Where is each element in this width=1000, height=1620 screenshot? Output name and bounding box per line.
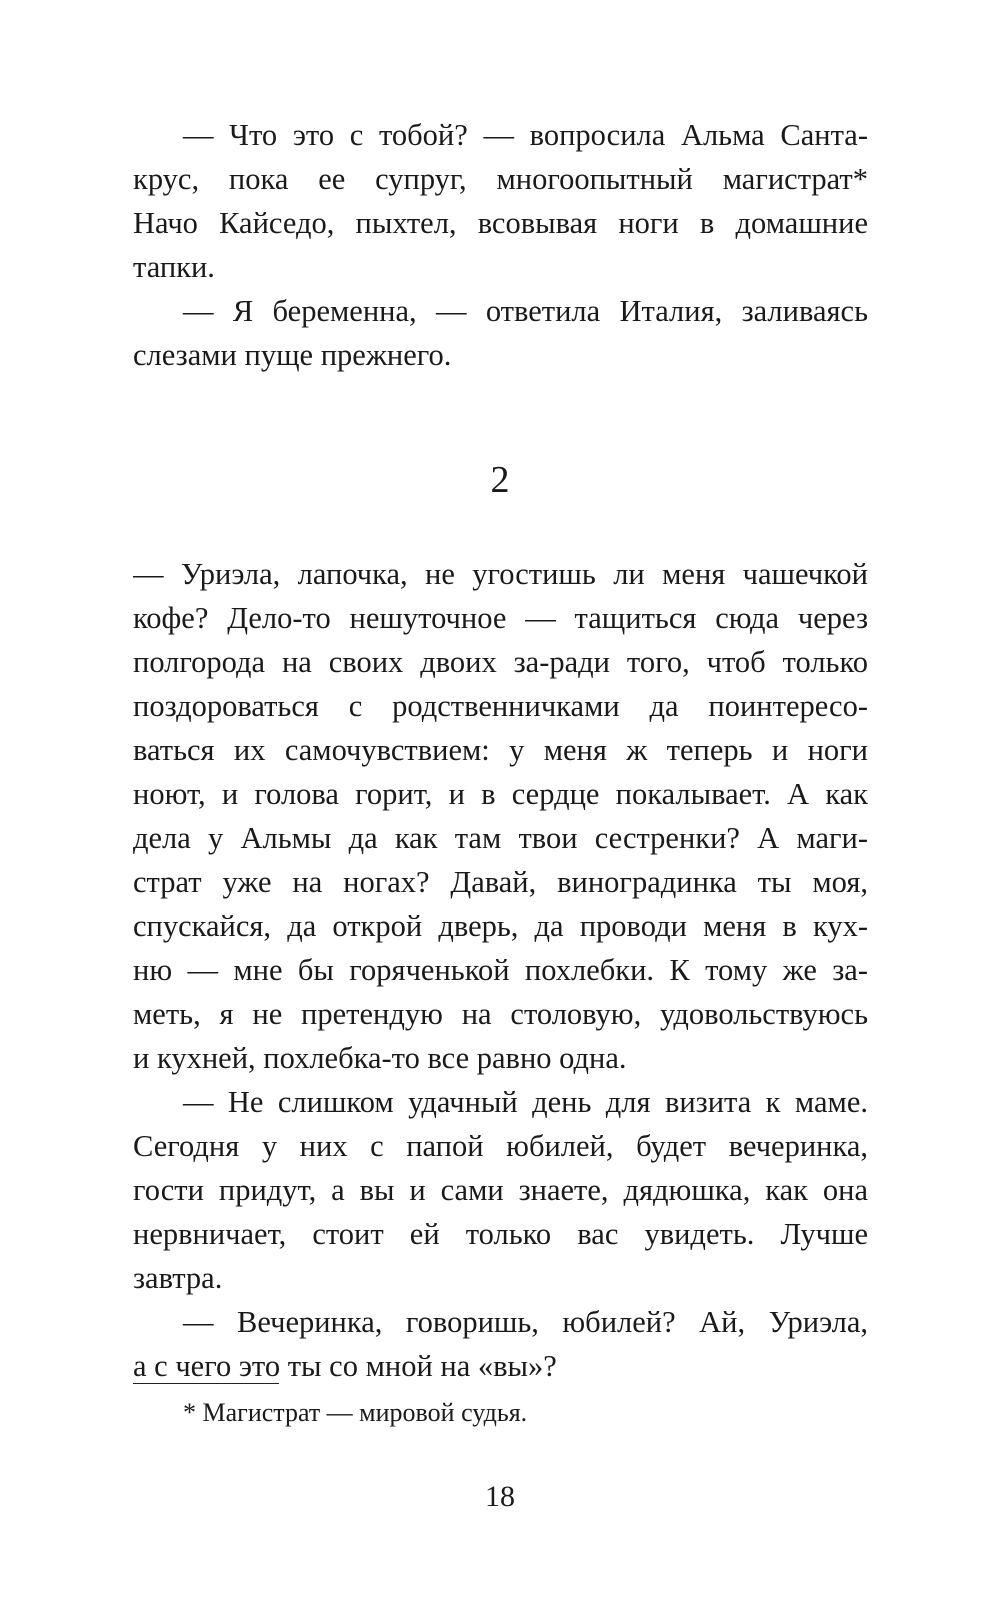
- text-line: завтра.: [133, 1261, 223, 1295]
- chapter-number: 2: [490, 459, 510, 501]
- text-line: — Уриэла, лапочка, не угостишь ли меня чашечкой: [133, 557, 868, 591]
- text-line: — Не слишком удачный день для визита к маме.: [183, 1085, 868, 1119]
- text-line: ню — мне бы горяченькой похлебки. К тому же за-: [133, 953, 868, 987]
- text-line: ноют, и голова горит, и в сердце покалывает. А как: [133, 777, 868, 811]
- text-line: Сегодня у них с папой юбилей, будет вечеринка,: [133, 1129, 868, 1163]
- text-line: спускайся, да открой дверь, да проводи меня в кух-: [133, 909, 868, 943]
- text-line: — Я беременна, — ответила Италия, заливаясь: [183, 294, 868, 328]
- text-line: а с чего это ты со мной на «вы»?: [133, 1349, 557, 1383]
- text-line: тапки.: [133, 250, 215, 284]
- text-line: Начо Кайседо, пыхтел, всовывая ноги в домашние: [133, 206, 868, 240]
- text-line: дела у Альмы да как там твои сестренки? А маги-: [133, 821, 868, 855]
- text-line: — Вечеринка, говоришь, юбилей? Ай, Уриэла,: [183, 1305, 868, 1339]
- footnote: * Магистрат — мировой судья.: [183, 1398, 528, 1427]
- text-line: поздороваться с родственничками да поинтересо-: [133, 689, 868, 723]
- text-line: нервничает, стоит ей только вас увидеть. Лучше: [133, 1217, 868, 1251]
- page-number: 18: [485, 1480, 515, 1513]
- text-line: кофе? Дело-то нешуточное — тащиться сюда через: [133, 601, 868, 635]
- text-line: — Что это с тобой? — вопросила Альма Санта-: [183, 118, 868, 152]
- text-line: меть, я не претендую на столовую, удовольствуюсь: [133, 997, 868, 1031]
- text-line: ваться их самочувствием: у меня ж теперь и ноги: [133, 733, 868, 767]
- text-line: гости придут, а вы и сами знаете, дядюшка, как она: [133, 1173, 868, 1207]
- text-block-2: [133, 552, 868, 1388]
- text-line: и кухней, похлебка-то все равно одна.: [133, 1041, 627, 1075]
- text-block-1: [133, 113, 868, 377]
- text-line: страт уже на ногах? Давай, виноградинка ты моя,: [133, 865, 868, 899]
- footnote-divider: [133, 1383, 279, 1384]
- text-line: полгорода на своих двоих за-ради того, чтоб только: [133, 645, 868, 679]
- text-line: крус, пока ее супруг, многоопытный магистрат*: [133, 162, 868, 196]
- text-line: слезами пуще прежнего.: [133, 338, 452, 372]
